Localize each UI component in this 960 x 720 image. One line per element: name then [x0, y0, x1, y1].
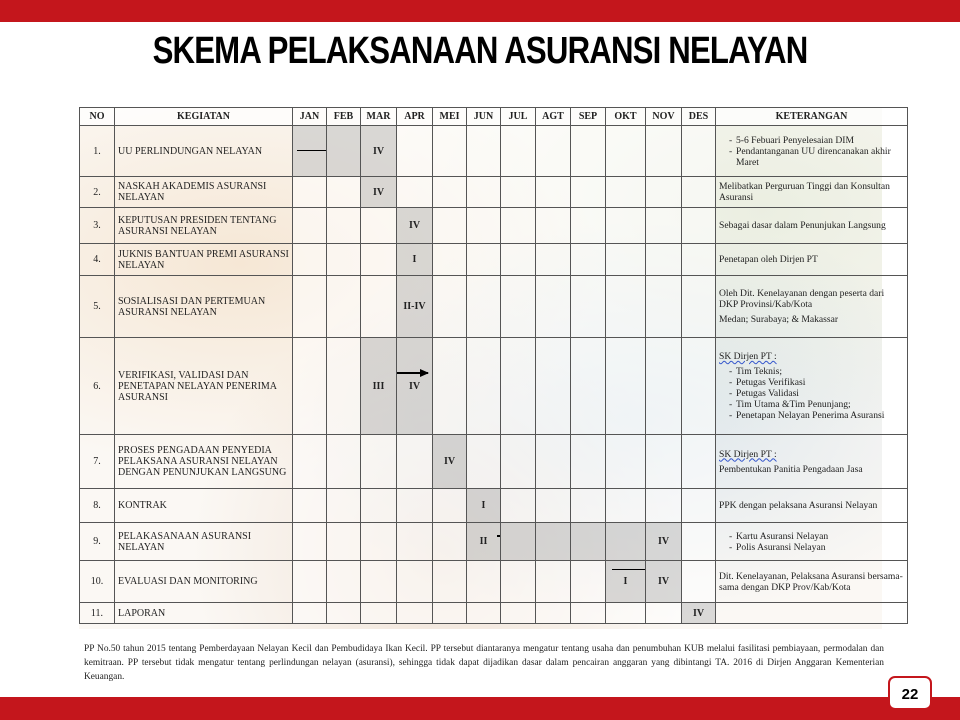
- month-cell: [433, 523, 467, 561]
- month-cell: [327, 603, 361, 624]
- month-cell: [397, 435, 433, 489]
- remarks-item: - Tim Utama &Tim Penunjang;: [729, 399, 904, 410]
- remarks-text: PPK dengan pelaksana Asuransi Nelayan: [719, 500, 878, 511]
- month-cell: [327, 523, 361, 561]
- timeline-arrow: [397, 372, 429, 374]
- month-cell: [467, 435, 501, 489]
- month-cell: [397, 338, 433, 435]
- table-row: [80, 126, 908, 177]
- month-cell: [571, 338, 606, 435]
- remarks-list: [719, 135, 904, 168]
- col-month: MAR: [361, 108, 397, 126]
- table-row: [80, 561, 908, 603]
- month-cell: [467, 276, 501, 338]
- schedule-table: [79, 107, 908, 624]
- remarks: [716, 603, 908, 624]
- month-cell: [467, 561, 501, 603]
- remarks-lead: SK Dirjen PT :: [719, 351, 777, 362]
- month-cell: [397, 523, 433, 561]
- month-cell: [293, 603, 327, 624]
- month-cell: [433, 276, 467, 338]
- month-cell: [682, 338, 716, 435]
- col-month: JUN: [467, 108, 501, 126]
- month-cell: [293, 338, 327, 435]
- month-cell: [536, 561, 571, 603]
- month-cell: [397, 603, 433, 624]
- month-cell: [361, 489, 397, 523]
- col-no: NO: [80, 108, 115, 126]
- month-cell: [536, 177, 571, 208]
- month-cell: [682, 208, 716, 244]
- month-cell: [293, 244, 327, 276]
- month-cell: [327, 208, 361, 244]
- month-cell: [327, 489, 361, 523]
- month-cell: [606, 126, 646, 177]
- remarks-item: - Pendantanganan UU direncanakan akhir Maret: [729, 146, 904, 168]
- month-cell: [682, 561, 716, 603]
- remarks-text: Pembentukan Panitia Pengadaan Jasa: [719, 463, 863, 475]
- month-cell: [327, 244, 361, 276]
- month-cell: [467, 523, 501, 561]
- col-month: FEB: [327, 108, 361, 126]
- month-cell: [501, 276, 536, 338]
- month-cell: [433, 177, 467, 208]
- remarks-text: Dit. Kenelayanan, Pelaksana Asuransi bersama-sama dengan DKP Prov/Kab/Kota: [719, 570, 903, 593]
- row-number: 9.: [80, 523, 115, 561]
- remarks: [716, 489, 908, 523]
- month-cell: [571, 126, 606, 177]
- row-number: 7.: [80, 435, 115, 489]
- month-cell: [646, 489, 682, 523]
- month-cell: [682, 244, 716, 276]
- month-cell: [646, 603, 682, 624]
- remarks-text: Oleh Dit. Kenelayanan dengan peserta dari DKP Provinsi/Kab/Kota: [719, 288, 885, 310]
- top-red-band: [0, 0, 960, 22]
- row-number: 4.: [80, 244, 115, 276]
- month-cell: [646, 126, 682, 177]
- col-month: JAN: [293, 108, 327, 126]
- month-cell: [467, 177, 501, 208]
- month-cell: [293, 489, 327, 523]
- month-cell: [361, 523, 397, 561]
- month-cell: [606, 489, 646, 523]
- month-cell: [501, 208, 536, 244]
- month-cell: [646, 561, 682, 603]
- month-cell: [397, 276, 433, 338]
- activity-name: NASKAH AKADEMIS ASURANSI NELAYAN: [115, 177, 293, 208]
- remarks: [716, 208, 908, 244]
- month-cell: [682, 603, 716, 624]
- timeline-arrow: [612, 569, 646, 570]
- month-cell: [327, 561, 361, 603]
- month-cell: [467, 489, 501, 523]
- timeline-arrow: [297, 150, 327, 151]
- col-month: JUL: [501, 108, 536, 126]
- remarks-list: [719, 366, 904, 421]
- month-cell: [606, 208, 646, 244]
- quarter-mark: IV: [692, 607, 705, 619]
- month-cell: [501, 523, 536, 561]
- col-month: APR: [397, 108, 433, 126]
- month-cell: [606, 603, 646, 624]
- col-month: SEP: [571, 108, 606, 126]
- activity-name: PROSES PENGADAAN PENYEDIA PELAKSANA ASURANSI NELAYAN DENGAN PENUNJUKAN LANGSUNG: [115, 435, 293, 489]
- table-row: [80, 338, 908, 435]
- month-cell: [361, 126, 397, 177]
- activity-name: JUKNIS BANTUAN PREMI ASURANSI NELAYAN: [115, 244, 293, 276]
- table-row: [80, 603, 908, 624]
- month-cell: [467, 338, 501, 435]
- month-cell: [682, 523, 716, 561]
- remarks-item: - Polis Asuransi Nelayan: [729, 542, 904, 553]
- month-cell: [606, 523, 646, 561]
- row-number: 8.: [80, 489, 115, 523]
- month-cell: [361, 177, 397, 208]
- month-cell: [536, 435, 571, 489]
- col-keterangan: KETERANGAN: [716, 108, 908, 126]
- quarter-mark: IV: [372, 186, 385, 198]
- month-cell: [571, 435, 606, 489]
- month-cell: [361, 435, 397, 489]
- month-cell: [327, 435, 361, 489]
- remarks-item: - Tim Teknis;: [729, 366, 904, 377]
- month-cell: [327, 338, 361, 435]
- month-cell: [501, 489, 536, 523]
- month-cell: [646, 244, 682, 276]
- month-cell: [571, 561, 606, 603]
- table-row: [80, 435, 908, 489]
- month-cell: [682, 177, 716, 208]
- activity-name: PELAKASANAAN ASURANSI NELAYAN: [115, 523, 293, 561]
- month-cell: [327, 126, 361, 177]
- month-cell: [433, 489, 467, 523]
- month-cell: [536, 338, 571, 435]
- month-cell: [501, 561, 536, 603]
- month-cell: [433, 435, 467, 489]
- month-cell: [571, 208, 606, 244]
- month-cell: [646, 338, 682, 435]
- table-row: [80, 489, 908, 523]
- quarter-mark: II: [479, 536, 488, 547]
- remarks: [716, 338, 908, 435]
- month-cell: [361, 561, 397, 603]
- row-number: 6.: [80, 338, 115, 435]
- month-cell: [536, 523, 571, 561]
- month-cell: [501, 603, 536, 624]
- quarter-mark: IV: [372, 145, 385, 157]
- month-cell: [293, 523, 327, 561]
- header-row: [80, 108, 908, 126]
- remarks-text: Penetapan oleh Dirjen PT: [719, 254, 818, 265]
- month-cell: [361, 244, 397, 276]
- table-row: [80, 208, 908, 244]
- month-cell: [571, 244, 606, 276]
- remarks-item: - 5-6 Febuari Penyelesaian DIM: [729, 135, 904, 146]
- col-month: OKT: [606, 108, 646, 126]
- remarks-item: - Kartu Asuransi Nelayan: [729, 531, 904, 542]
- month-cell: [682, 276, 716, 338]
- quarter-mark: III: [372, 380, 385, 392]
- col-month: DES: [682, 108, 716, 126]
- month-cell: [501, 435, 536, 489]
- month-cell: [606, 177, 646, 208]
- quarter-mark: IV: [443, 456, 456, 467]
- month-cell: [646, 435, 682, 489]
- activity-name: VERIFIKASI, VALIDASI DAN PENETAPAN NELAYAN PENERIMA ASURANSI: [115, 338, 293, 435]
- month-cell: [361, 338, 397, 435]
- month-cell: [327, 177, 361, 208]
- quarter-mark: IV: [657, 576, 670, 587]
- month-cell: [501, 177, 536, 208]
- activity-name: UU PERLINDUNGAN NELAYAN: [115, 126, 293, 177]
- month-cell: [682, 126, 716, 177]
- remarks-item: - Petugas Validasi: [729, 388, 904, 399]
- quarter-mark: I: [623, 576, 628, 587]
- month-cell: [571, 489, 606, 523]
- month-cell: [467, 126, 501, 177]
- remarks: [716, 126, 908, 177]
- month-cell: [433, 126, 467, 177]
- month-cell: [397, 177, 433, 208]
- footnote: PP No.50 tahun 2015 tentang Pemberdayaan Nelayan Kecil dan Pembudidaya Ikan Kecil. PP tersebut diantaranya mengatur tentang usaha dan penumbuhan KUB melalui fasilitasi pembiayaan, permodalan dan kemitraan. PP tersebut tidak mengatur tentang perlindungan nelayan (asuransi), sehingga tidak dapat dijadikan dasar dalam pencairan anggaran yang dibintangi TA. 2016 di Dirjen Anggaran Kementerian Keuangan.: [84, 644, 884, 682]
- month-cell: [536, 126, 571, 177]
- quarter-mark: I: [481, 500, 486, 511]
- month-cell: [501, 338, 536, 435]
- month-cell: [433, 244, 467, 276]
- month-cell: [536, 603, 571, 624]
- quarter-mark: I: [412, 254, 417, 265]
- month-cell: [571, 177, 606, 208]
- quarter-mark: IV: [657, 536, 670, 547]
- remarks: [716, 523, 908, 561]
- month-cell: [293, 561, 327, 603]
- month-cell: [397, 244, 433, 276]
- month-cell: [467, 244, 501, 276]
- month-cell: [571, 276, 606, 338]
- month-cell: [536, 244, 571, 276]
- activity-name: EVALUASI DAN MONITORING: [115, 561, 293, 603]
- table-row: [80, 276, 908, 338]
- month-cell: [433, 561, 467, 603]
- bottom-red-band: [0, 697, 960, 720]
- remarks: [716, 435, 908, 489]
- month-cell: [361, 208, 397, 244]
- month-cell: [606, 276, 646, 338]
- month-cell: [397, 208, 433, 244]
- month-cell: [571, 523, 606, 561]
- month-cell: [433, 208, 467, 244]
- month-cell: [536, 208, 571, 244]
- row-number: 11.: [80, 603, 115, 624]
- month-cell: [606, 338, 646, 435]
- page-title: SKEMA PELAKSANAAN ASURANSI NELAYAN: [152, 30, 808, 72]
- month-cell: [467, 208, 501, 244]
- remarks-item: - Penetapan Nelayan Penerima Asuransi: [729, 410, 904, 421]
- month-cell: [571, 603, 606, 624]
- month-cell: [293, 276, 327, 338]
- month-cell: [501, 244, 536, 276]
- remarks-text: Sebagai dasar dalam Penunjukan Langsung: [719, 220, 886, 231]
- row-number: 5.: [80, 276, 115, 338]
- month-cell: [606, 561, 646, 603]
- table-row: [80, 523, 908, 561]
- month-cell: [433, 603, 467, 624]
- month-cell: [293, 208, 327, 244]
- row-number: 10.: [80, 561, 115, 603]
- col-month: AGT: [536, 108, 571, 126]
- month-cell: [501, 126, 536, 177]
- quarter-mark: IV: [408, 380, 421, 392]
- month-cell: [361, 603, 397, 624]
- quarter-mark: IV: [408, 220, 421, 231]
- activity-name: SOSIALISASI DAN PERTEMUAN ASURANSI NELAYAN: [115, 276, 293, 338]
- month-cell: [397, 126, 433, 177]
- month-cell: [682, 435, 716, 489]
- remarks-text: Medan; Surabaya; & Makassar: [719, 314, 839, 325]
- remarks-lead: SK Dirjen PT :: [719, 448, 777, 460]
- page-number: 22: [888, 676, 932, 710]
- month-cell: [646, 177, 682, 208]
- col-month: NOV: [646, 108, 682, 126]
- col-kegiatan: KEGIATAN: [115, 108, 293, 126]
- month-cell: [433, 338, 467, 435]
- month-cell: [646, 208, 682, 244]
- row-number: 1.: [80, 126, 115, 177]
- month-cell: [646, 276, 682, 338]
- month-cell: [361, 276, 397, 338]
- month-cell: [682, 489, 716, 523]
- month-cell: [646, 523, 682, 561]
- month-cell: [606, 244, 646, 276]
- month-cell: [293, 126, 327, 177]
- month-cell: [536, 489, 571, 523]
- remarks: [716, 561, 908, 603]
- month-cell: [327, 276, 361, 338]
- activity-name: LAPORAN: [115, 603, 293, 624]
- activity-name: KONTRAK: [115, 489, 293, 523]
- remarks-item: - Petugas Verifikasi: [729, 377, 904, 388]
- quarter-mark: II-IV: [403, 301, 426, 312]
- month-cell: [467, 603, 501, 624]
- table-row: [80, 244, 908, 276]
- table-row: [80, 177, 908, 208]
- row-number: 2.: [80, 177, 115, 208]
- col-month: MEI: [433, 108, 467, 126]
- month-cell: [293, 435, 327, 489]
- month-cell: [536, 276, 571, 338]
- remarks: [716, 276, 908, 338]
- month-cell: [606, 435, 646, 489]
- month-cell: [293, 177, 327, 208]
- activity-name: KEPUTUSAN PRESIDEN TENTANG ASURANSI NELAYAN: [115, 208, 293, 244]
- remarks-list: [719, 531, 904, 553]
- row-number: 3.: [80, 208, 115, 244]
- month-cell: [397, 489, 433, 523]
- remarks-text: Melibatkan Perguruan Tinggi dan Konsultan Asuransi: [719, 181, 890, 203]
- remarks: [716, 177, 908, 208]
- remarks: [716, 244, 908, 276]
- month-cell: [397, 561, 433, 603]
